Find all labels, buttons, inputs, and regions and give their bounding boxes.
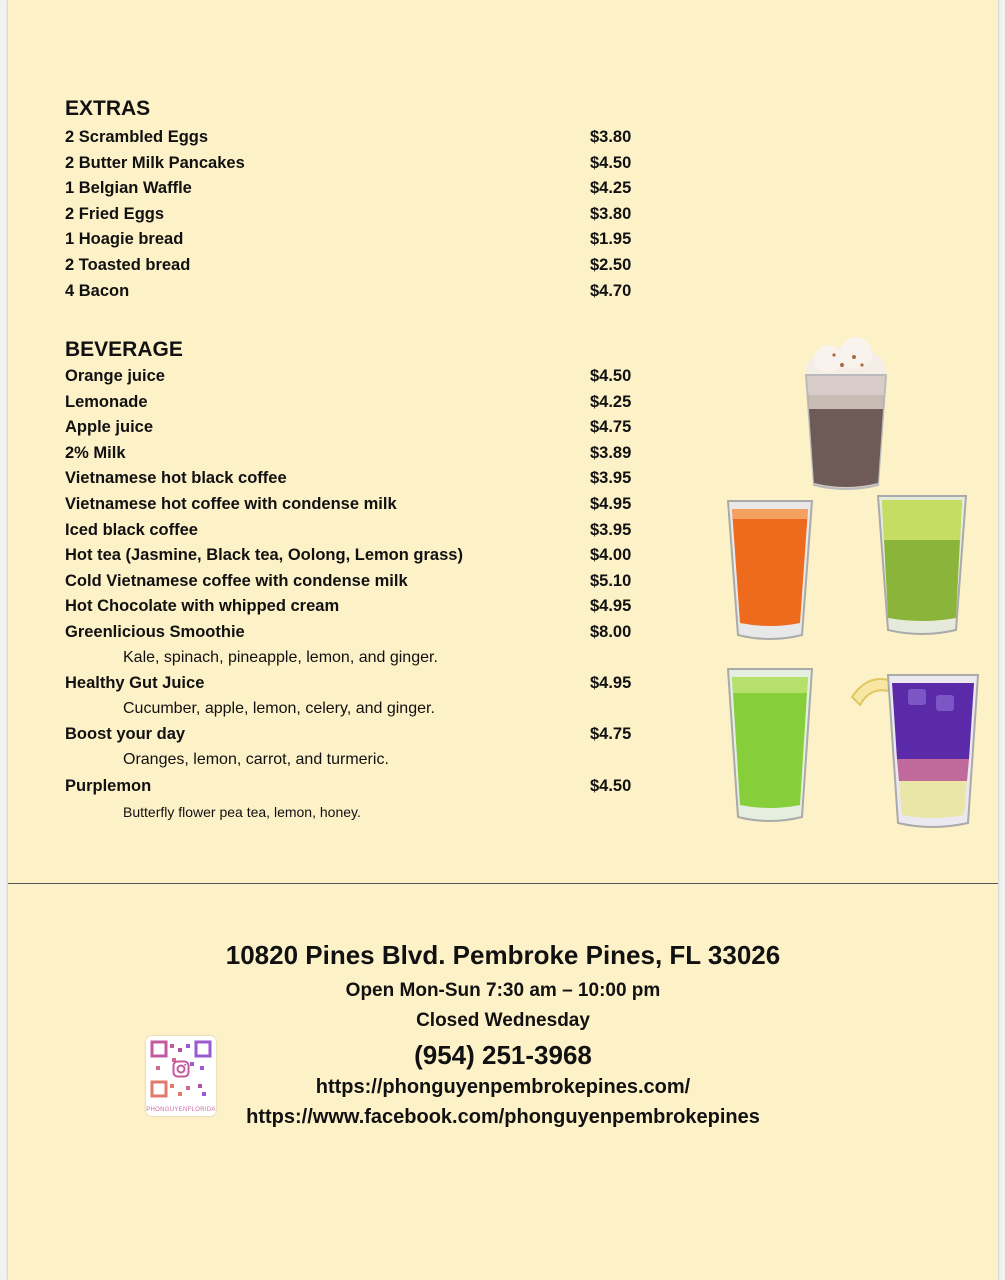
address: 10820 Pines Blvd. Pembroke Pines, FL 33026 [225, 940, 781, 970]
menu-item [65, 177, 645, 203]
menu-item-price: $2.50 [590, 255, 632, 274]
menu-item-name: Cold Vietnamese coffee with condense milk [65, 571, 408, 590]
menu-item-name: Hot tea (Jasmine, Black tea, Oolong, Lemon grass) [65, 546, 463, 565]
menu-item-price: $4.25 [590, 392, 632, 411]
green-juice-image [724, 665, 816, 827]
menu-item-price: $4.75 [590, 418, 632, 437]
menu-item-name: 1 Hoagie bread [65, 230, 184, 249]
menu-item-name: 2 Toasted bread [65, 255, 191, 274]
purplemon-image [848, 665, 983, 835]
menu-item-name: Boost your day [65, 725, 186, 744]
menu-item-name: Iced black coffee [65, 520, 198, 539]
menu-item-price: $3.95 [590, 520, 632, 539]
menu-item-name: Healthy Gut Juice [65, 674, 205, 693]
menu-item-price: $4.50 [590, 153, 632, 172]
menu-item-description [65, 749, 645, 775]
menu-item [65, 775, 645, 801]
closed-day: Closed Wednesday [416, 1010, 590, 1031]
menu-item-name: Vietnamese hot black coffee [65, 469, 287, 488]
hot-chocolate-image [798, 335, 894, 495]
menu-item-price: $1.95 [590, 230, 632, 249]
menu-item [65, 254, 645, 280]
menu-item-name: 2% Milk [65, 443, 126, 462]
menu-item-description [65, 800, 645, 822]
menu-item-price: $4.95 [590, 494, 632, 513]
menu-item [65, 280, 645, 306]
menu-item-description-text: Butterfly flower pea tea, lemon, honey. [123, 804, 361, 821]
menu-item-description-text: Cucumber, apple, lemon, celery, and ginger. [123, 699, 435, 717]
opening-hours: Open Mon-Sun 7:30 am – 10:00 pm [345, 980, 661, 1001]
menu-item-price: $4.50 [590, 776, 632, 795]
menu-item-price: $4.70 [590, 281, 632, 300]
menu-item [65, 126, 645, 152]
menu-item-price: $3.89 [590, 443, 632, 462]
menu-item [65, 595, 645, 621]
menu-item-price: $4.75 [590, 725, 632, 744]
menu-item-description-text: Kale, spinach, pineapple, lemon, and ginger. [123, 648, 438, 666]
menu-item-price: $4.50 [590, 367, 632, 385]
menu-item [65, 467, 645, 493]
menu-item [65, 493, 645, 519]
extras-list [65, 126, 645, 305]
menu-item-price: $5.10 [590, 571, 632, 590]
menu-item-price: $4.95 [590, 674, 632, 693]
menu-item-description [65, 647, 645, 673]
menu-item-name: 2 Butter Milk Pancakes [65, 153, 245, 172]
section-divider [8, 883, 998, 884]
menu-item-price: $3.80 [590, 128, 632, 146]
menu-item-name: Purplemon [65, 776, 152, 795]
menu-item-name: Vietnamese hot coffee with condense milk [65, 494, 397, 513]
qr-label: PHONGUYENFLORIDA [146, 1107, 216, 1113]
menu-page [8, 0, 998, 1280]
green-smoothie-image [874, 490, 970, 640]
menu-item [65, 621, 645, 647]
menu-item-name: 2 Scrambled Eggs [65, 128, 209, 146]
beverage-list [65, 365, 645, 822]
menu-item-name: Greenlicious Smoothie [65, 622, 245, 641]
menu-item-name: Orange juice [65, 367, 165, 385]
instagram-icon [172, 1060, 190, 1078]
website-link[interactable]: https://phonguyenpembrokepines.com/ [315, 1076, 691, 1098]
menu-item-description-text: Oranges, lemon, carrot, and turmeric. [123, 750, 389, 768]
extras-title: EXTRAS [65, 97, 151, 120]
menu-item [65, 365, 645, 391]
menu-item [65, 672, 645, 698]
menu-item [65, 203, 645, 229]
menu-item [65, 544, 645, 570]
menu-item-name: 2 Fried Eggs [65, 204, 165, 223]
menu-item-price: $4.00 [590, 546, 632, 565]
menu-item-price: $3.95 [590, 469, 632, 488]
menu-item [65, 391, 645, 417]
instagram-qr-code[interactable] [146, 1036, 216, 1116]
menu-item [65, 723, 645, 749]
menu-item-description [65, 698, 645, 724]
menu-item-price: $4.95 [590, 597, 632, 616]
menu-item [65, 152, 645, 178]
menu-item-name: 4 Bacon [65, 281, 130, 300]
menu-item-name: Lemonade [65, 392, 148, 411]
menu-item-price: $8.00 [590, 622, 632, 641]
menu-item [65, 416, 645, 442]
orange-juice-image [724, 495, 816, 645]
menu-item [65, 570, 645, 596]
facebook-link[interactable]: https://www.facebook.com/phonguyenpembrokepines [246, 1106, 760, 1128]
menu-item-price: $4.25 [590, 179, 632, 198]
menu-item [65, 228, 645, 254]
menu-item [65, 442, 645, 468]
menu-item-name: Apple juice [65, 418, 154, 437]
menu-item-name: 1 Belgian Waffle [65, 179, 192, 198]
menu-item-name: Hot Chocolate with whipped cream [65, 597, 340, 616]
beverage-title: BEVERAGE [65, 338, 183, 361]
menu-item [65, 519, 645, 545]
menu-item-price: $3.80 [590, 204, 632, 223]
phone-number[interactable]: (954) 251-3968 [414, 1040, 592, 1070]
